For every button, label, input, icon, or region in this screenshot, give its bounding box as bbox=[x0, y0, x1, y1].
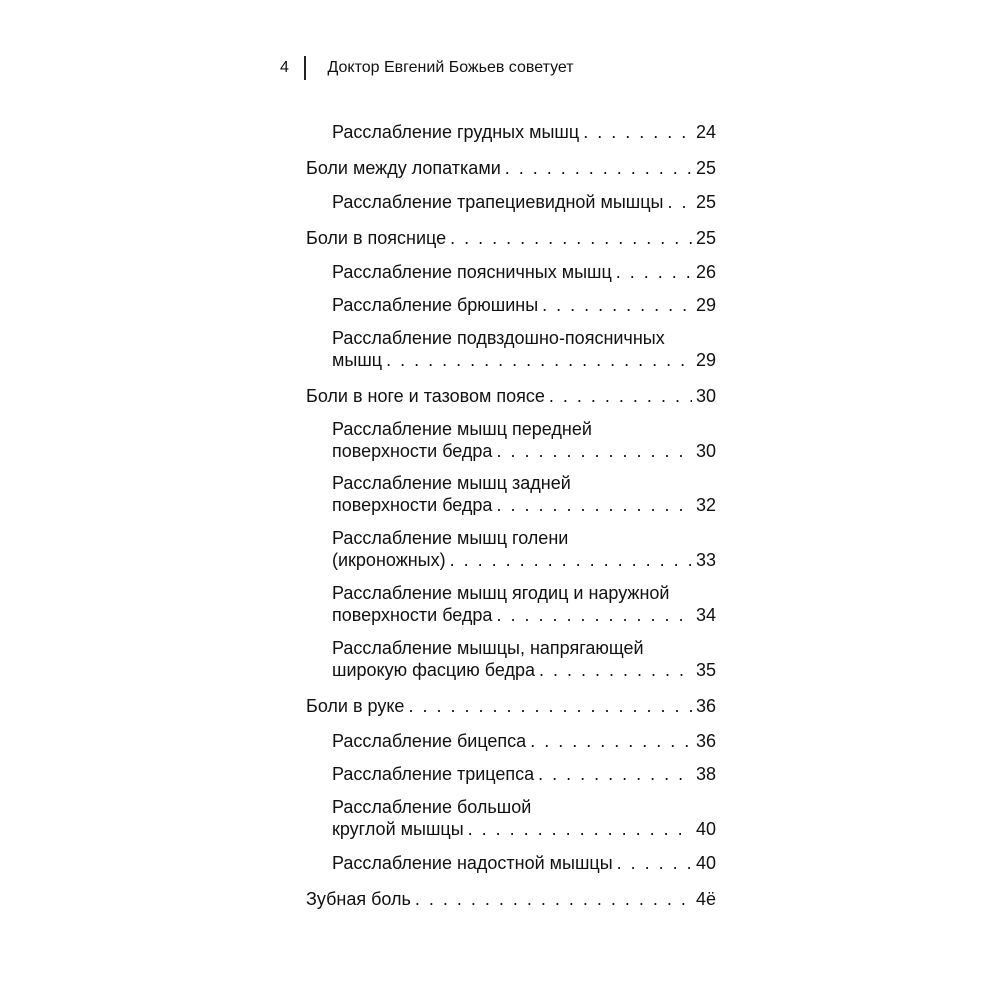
toc-entry-title: Расслабление бицепса bbox=[332, 731, 527, 751]
toc-line bbox=[332, 637, 716, 659]
toc-line bbox=[332, 191, 716, 213]
toc-entry bbox=[332, 582, 716, 626]
toc-line bbox=[332, 549, 716, 571]
toc-line bbox=[332, 730, 716, 752]
toc-page-number: 25 bbox=[695, 228, 716, 248]
toc-line bbox=[332, 349, 716, 371]
toc-page-number: 40 bbox=[695, 819, 716, 839]
toc-page-number: 33 bbox=[695, 550, 716, 570]
toc-entry bbox=[332, 121, 716, 143]
toc-entry bbox=[332, 730, 716, 752]
toc-page-number: 26 bbox=[695, 262, 716, 282]
toc-entry-title: (икроножных) bbox=[332, 550, 446, 570]
toc-line bbox=[332, 659, 716, 681]
dot-leader bbox=[492, 440, 692, 462]
toc-entry-title: Расслабление мышц голени bbox=[332, 528, 569, 548]
toc-entry bbox=[332, 472, 716, 516]
toc-page-number: 35 bbox=[695, 660, 716, 680]
toc-entry bbox=[332, 294, 716, 316]
toc-entry-title: поверхности бедра bbox=[332, 495, 493, 515]
toc-entry bbox=[306, 157, 716, 179]
toc-entry-title: Расслабление брюшины bbox=[332, 295, 539, 315]
dot-leader bbox=[534, 763, 692, 785]
toc-entry-title: поверхности бедра bbox=[332, 605, 493, 625]
toc-page-number: 25 bbox=[695, 192, 716, 212]
toc-entry bbox=[332, 327, 716, 371]
toc-page-number: 38 bbox=[695, 764, 716, 784]
dot-leader bbox=[613, 852, 692, 874]
toc-page-number: 36 bbox=[695, 696, 716, 716]
toc-line bbox=[332, 763, 716, 785]
toc-line bbox=[332, 494, 716, 516]
toc-entry-title: Боли в ноге и тазовом поясе bbox=[306, 386, 545, 406]
toc-entry-title: Зубная боль bbox=[306, 889, 411, 909]
toc-line bbox=[332, 527, 716, 549]
toc-page-number: 30 bbox=[695, 386, 716, 406]
dot-leader bbox=[538, 294, 692, 316]
toc-page-number: 25 bbox=[695, 158, 716, 178]
toc-entry-title: Расслабление мышц задней bbox=[332, 473, 571, 493]
dot-leader bbox=[501, 157, 692, 179]
toc-entry-title: поверхности бедра bbox=[332, 441, 493, 461]
toc-line bbox=[332, 582, 716, 604]
running-title: Доктор Евгений Божьев советует bbox=[327, 59, 574, 76]
toc-line bbox=[332, 327, 716, 349]
toc-entry-title: Расслабление подвздошно-поясничных bbox=[332, 328, 665, 348]
toc-page-number: 36 bbox=[695, 731, 716, 751]
toc-line bbox=[306, 157, 716, 179]
toc-entry bbox=[306, 227, 716, 249]
dot-leader bbox=[492, 494, 692, 516]
toc-page-number: 34 bbox=[695, 605, 716, 625]
toc-entry-title: Расслабление надостной мышцы bbox=[332, 853, 613, 873]
toc-line bbox=[332, 418, 716, 440]
dot-leader bbox=[464, 818, 692, 840]
toc-entry-title: мышц bbox=[332, 350, 383, 370]
toc-line bbox=[306, 888, 716, 910]
toc-entry-title: круглой мышцы bbox=[332, 819, 464, 839]
toc-entry-title: широкую фасцию бедра bbox=[332, 660, 536, 680]
dot-leader bbox=[526, 730, 692, 752]
toc-line bbox=[332, 472, 716, 494]
toc-entry-title: Расслабление мышц ягодиц и наружной bbox=[332, 583, 670, 603]
toc-entry-title: Расслабление поясничных мышц bbox=[332, 262, 612, 282]
toc-entry-title: Боли между лопатками bbox=[306, 158, 501, 178]
toc-page-number: 4ё bbox=[695, 889, 716, 909]
toc-line bbox=[332, 604, 716, 626]
toc-line bbox=[332, 852, 716, 874]
toc-line bbox=[332, 261, 716, 283]
dot-leader bbox=[404, 695, 692, 717]
toc-line bbox=[306, 385, 716, 407]
toc-entry bbox=[332, 796, 716, 840]
toc-entry bbox=[332, 418, 716, 462]
dot-leader bbox=[446, 227, 692, 249]
dot-leader bbox=[579, 121, 692, 143]
toc-entry-title: Боли в пояснице bbox=[306, 228, 447, 248]
toc-entry bbox=[332, 261, 716, 283]
toc-page-number: 40 bbox=[695, 853, 716, 873]
toc-page-number: 32 bbox=[695, 495, 716, 515]
toc-line bbox=[332, 294, 716, 316]
dot-leader bbox=[663, 191, 692, 213]
dot-leader bbox=[382, 349, 692, 371]
toc-entry-title: Расслабление трапециевидной мышцы bbox=[332, 192, 664, 212]
toc-entry bbox=[306, 888, 716, 910]
toc-entry-title: Расслабление трицепса bbox=[332, 764, 535, 784]
dot-leader bbox=[411, 888, 692, 910]
toc-page-number: 30 bbox=[695, 441, 716, 461]
toc-entry-title: Расслабление мышцы, напрягающей bbox=[332, 638, 644, 658]
toc-entry bbox=[332, 852, 716, 874]
toc-entry bbox=[332, 637, 716, 681]
toc-page-number: 29 bbox=[695, 295, 716, 315]
toc-entry bbox=[332, 763, 716, 785]
page-number: 4 bbox=[280, 59, 289, 76]
toc-line bbox=[306, 695, 716, 717]
toc-entry bbox=[306, 695, 716, 717]
toc-entry-title: Расслабление большой bbox=[332, 797, 532, 817]
toc-entry bbox=[332, 527, 716, 571]
toc-page-number: 24 bbox=[695, 122, 716, 142]
toc-line bbox=[332, 796, 716, 818]
toc-entry bbox=[332, 191, 716, 213]
dot-leader bbox=[535, 659, 692, 681]
toc-entry-title: Расслабление мышц передней bbox=[332, 419, 592, 439]
toc-line bbox=[332, 121, 716, 143]
toc-entry bbox=[306, 385, 716, 407]
toc-line bbox=[332, 440, 716, 462]
dot-leader bbox=[545, 385, 692, 407]
toc-line bbox=[332, 818, 716, 840]
toc-page-number: 29 bbox=[695, 350, 716, 370]
toc-entry-title: Боли в руке bbox=[306, 696, 405, 716]
toc-entry-title: Расслабление грудных мышц bbox=[332, 122, 580, 142]
dot-leader bbox=[612, 261, 692, 283]
dot-leader bbox=[492, 604, 692, 626]
toc-line bbox=[306, 227, 716, 249]
dot-leader bbox=[446, 549, 692, 571]
